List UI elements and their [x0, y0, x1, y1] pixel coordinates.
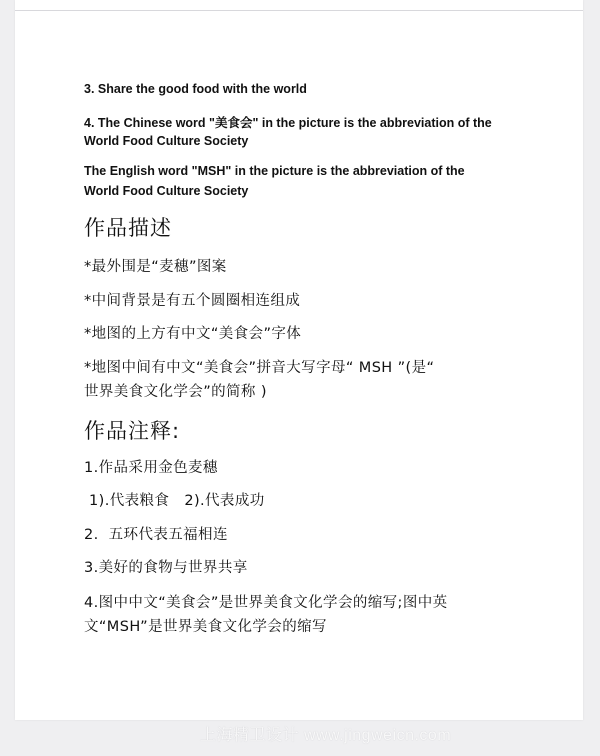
english-item-3: 3. Share the good food with the world — [84, 82, 307, 96]
english-item-4-line-2: World Food Culture Society — [84, 134, 249, 148]
notes-line-1: 1.作品采用金色麦穗 — [84, 460, 218, 476]
notes-line-4: 3.美好的食物与世界共享 — [84, 560, 248, 576]
notes-heading: 作品注释: — [84, 419, 181, 443]
english-item-4-line-1: 4. The Chinese word "美食会" in the picture is the abbreviation of the — [84, 116, 492, 130]
notes-line-3: 2. 五环代表五福相连 — [84, 527, 228, 543]
description-point-2: *中间背景是有五个圆圈相连组成 — [84, 293, 301, 309]
description-point-4-line-1: *地图中间有中文“美食会”拼音大写字母“ MSH ”(是“ — [84, 360, 435, 376]
notes-line-2: 1).代表粮食 2).代表成功 — [84, 493, 265, 509]
previous-page-edge — [15, 0, 583, 11]
english-msh-line-1: The English word "MSH" in the picture is the abbreviation of the — [84, 164, 465, 178]
english-msh-line-2: World Food Culture Society — [84, 184, 249, 198]
description-point-4-line-2: 世界美食文化学会”的简称 ) — [84, 384, 267, 400]
description-point-1: *最外围是“麦穗”图案 — [84, 259, 227, 275]
description-point-3: *地图的上方有中文“美食会”字体 — [84, 326, 302, 342]
notes-line-5: 4.图中中文“美食会”是世界美食文化学会的缩写;图中英 — [84, 595, 448, 611]
watermark-text: 上海精卫设计 www.jingweicn.com — [200, 727, 452, 744]
description-heading: 作品描述 — [84, 216, 172, 240]
notes-line-6: 文“MSH”是世界美食文化学会的缩写 — [84, 619, 327, 635]
